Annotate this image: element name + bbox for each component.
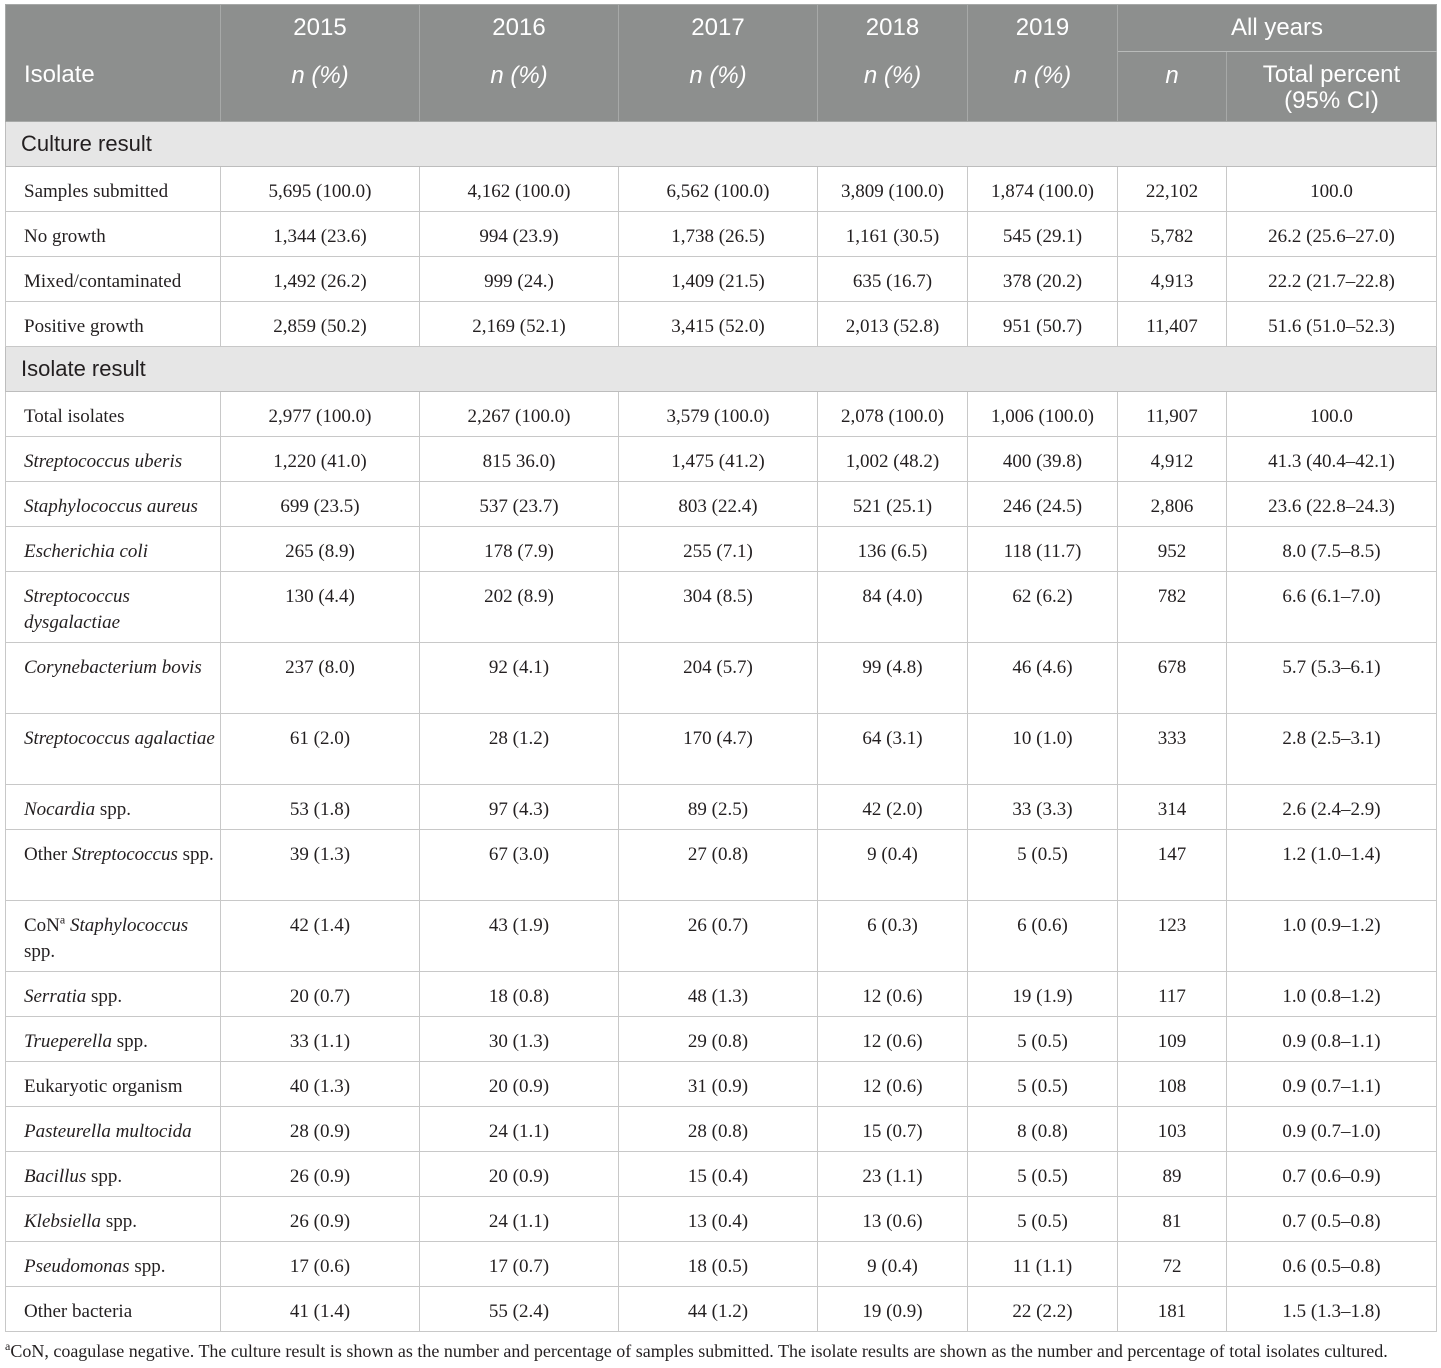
cell-total-percent: 100.0 bbox=[1227, 392, 1437, 437]
cell-2015: 61 (2.0) bbox=[221, 714, 420, 785]
table-row bbox=[6, 482, 1437, 527]
cell-2015: 53 (1.8) bbox=[221, 785, 420, 830]
row-label bbox=[6, 527, 221, 572]
cell-2019: 19 (1.9) bbox=[968, 972, 1118, 1017]
cell-2018: 12 (0.6) bbox=[818, 1017, 968, 1062]
cell-2016: 92 (4.1) bbox=[420, 643, 619, 714]
table-row bbox=[6, 257, 1437, 302]
header-year-2016: 2016 bbox=[420, 5, 619, 52]
header-total-percent-line1: Total percent bbox=[1262, 61, 1401, 88]
row-label-suffix: spp. bbox=[129, 1256, 166, 1277]
row-label-suffix: spp. bbox=[86, 986, 123, 1007]
cell-n: 11,407 bbox=[1118, 302, 1227, 347]
header-year-2017: 2017 bbox=[619, 5, 818, 52]
cell-total-percent: 26.2 (25.6–27.0) bbox=[1227, 212, 1437, 257]
cell-2015: 41 (1.4) bbox=[221, 1287, 420, 1332]
row-label-taxon: Trueperella bbox=[24, 1031, 112, 1052]
cell-2017: 26 (0.7) bbox=[619, 901, 818, 972]
cell-2017: 18 (0.5) bbox=[619, 1242, 818, 1287]
cell-total-percent: 0.6 (0.5–0.8) bbox=[1227, 1242, 1437, 1287]
cell-2019: 5 (0.5) bbox=[968, 1152, 1118, 1197]
cell-2018: 64 (3.1) bbox=[818, 714, 968, 785]
table-row bbox=[6, 1197, 1437, 1242]
cell-2017: 15 (0.4) bbox=[619, 1152, 818, 1197]
cell-2019: 5 (0.5) bbox=[968, 1017, 1118, 1062]
cell-2015: 1,220 (41.0) bbox=[221, 437, 420, 482]
cell-2019: 1,874 (100.0) bbox=[968, 167, 1118, 212]
row-label-taxon: Streptococcus uberis bbox=[24, 451, 183, 472]
cell-2017: 44 (1.2) bbox=[619, 1287, 818, 1332]
table-row bbox=[6, 572, 1437, 643]
table-row bbox=[6, 785, 1437, 830]
row-label bbox=[6, 714, 221, 785]
cell-2016: 43 (1.9) bbox=[420, 901, 619, 972]
cell-2019: 951 (50.7) bbox=[968, 302, 1118, 347]
cell-2015: 26 (0.9) bbox=[221, 1197, 420, 1242]
row-label bbox=[6, 972, 221, 1017]
row-label: No growth bbox=[6, 212, 221, 257]
header-n-pct-label: n (%) bbox=[863, 61, 922, 89]
cell-2017: 3,415 (52.0) bbox=[619, 302, 818, 347]
cell-2018: 2,078 (100.0) bbox=[818, 392, 968, 437]
table-header bbox=[6, 5, 1437, 122]
cell-n: 678 bbox=[1118, 643, 1227, 714]
table-row bbox=[6, 643, 1437, 714]
header-n-pct-label: n (%) bbox=[490, 61, 548, 89]
cell-2015: 17 (0.6) bbox=[221, 1242, 420, 1287]
cell-2018: 42 (2.0) bbox=[818, 785, 968, 830]
row-label-taxon: Staphylococcus aureus bbox=[24, 496, 198, 517]
table-body bbox=[6, 122, 1437, 1332]
table-row bbox=[6, 972, 1437, 1017]
row-label-taxon: Streptococcus dysgalactiae bbox=[24, 586, 130, 633]
row-label: Eukaryotic organism bbox=[6, 1062, 221, 1107]
cell-2015: 1,344 (23.6) bbox=[221, 212, 420, 257]
cell-2017: 3,579 (100.0) bbox=[619, 392, 818, 437]
table-row bbox=[6, 1062, 1437, 1107]
cell-n: 181 bbox=[1118, 1287, 1227, 1332]
cell-2015: 2,977 (100.0) bbox=[221, 392, 420, 437]
row-label-taxon: Nocardia bbox=[24, 799, 96, 820]
cell-2019: 378 (20.2) bbox=[968, 257, 1118, 302]
cell-n: 72 bbox=[1118, 1242, 1227, 1287]
cell-2016: 20 (0.9) bbox=[420, 1152, 619, 1197]
cell-n: 123 bbox=[1118, 901, 1227, 972]
table-row bbox=[6, 1017, 1437, 1062]
header-year-2019: 2019 bbox=[968, 5, 1118, 52]
cell-2015: 1,492 (26.2) bbox=[221, 257, 420, 302]
row-label-taxon: Streptococcus agalactiae bbox=[24, 728, 215, 749]
cell-2018: 6 (0.3) bbox=[818, 901, 968, 972]
row-label-taxon: Pasteurella multocida bbox=[24, 1121, 192, 1142]
row-label bbox=[6, 1242, 221, 1287]
header-n-pct-label: n (%) bbox=[291, 61, 349, 89]
header-n-pct-label: n (%) bbox=[1013, 61, 1072, 89]
table-row bbox=[6, 437, 1437, 482]
cell-total-percent: 5.7 (5.3–6.1) bbox=[1227, 643, 1437, 714]
cell-2017: 1,475 (41.2) bbox=[619, 437, 818, 482]
cell-2015: 39 (1.3) bbox=[221, 830, 420, 901]
cell-2015: 20 (0.7) bbox=[221, 972, 420, 1017]
cell-2017: 1,409 (21.5) bbox=[619, 257, 818, 302]
cell-total-percent: 100.0 bbox=[1227, 167, 1437, 212]
cell-2016: 537 (23.7) bbox=[420, 482, 619, 527]
header-n-label: n bbox=[1165, 62, 1179, 89]
header-total-percent-line2: (95% CI) bbox=[1284, 87, 1379, 114]
row-label-suffix: spp. bbox=[24, 941, 56, 962]
cell-n: 108 bbox=[1118, 1062, 1227, 1107]
cell-2015: 699 (23.5) bbox=[221, 482, 420, 527]
cell-2016: 2,267 (100.0) bbox=[420, 392, 619, 437]
table-row bbox=[6, 167, 1437, 212]
cell-total-percent: 0.7 (0.5–0.8) bbox=[1227, 1197, 1437, 1242]
cell-2015: 33 (1.1) bbox=[221, 1017, 420, 1062]
cell-2019: 545 (29.1) bbox=[968, 212, 1118, 257]
cell-n: 4,913 bbox=[1118, 257, 1227, 302]
cell-2015: 237 (8.0) bbox=[221, 643, 420, 714]
cell-total-percent: 0.9 (0.7–1.1) bbox=[1227, 1062, 1437, 1107]
cell-2018: 23 (1.1) bbox=[818, 1152, 968, 1197]
cell-n: 147 bbox=[1118, 830, 1227, 901]
table-row bbox=[6, 1242, 1437, 1287]
row-label bbox=[6, 901, 221, 972]
cell-n: 22,102 bbox=[1118, 167, 1227, 212]
cell-2017: 27 (0.8) bbox=[619, 830, 818, 901]
cell-2017: 13 (0.4) bbox=[619, 1197, 818, 1242]
cell-2016: 28 (1.2) bbox=[420, 714, 619, 785]
isolate-results-table bbox=[5, 4, 1437, 1332]
row-label-suffix: spp. bbox=[177, 844, 214, 865]
cell-2015: 130 (4.4) bbox=[221, 572, 420, 643]
table-row bbox=[6, 1287, 1437, 1332]
cell-2016: 24 (1.1) bbox=[420, 1197, 619, 1242]
cell-2016: 4,162 (100.0) bbox=[420, 167, 619, 212]
row-label bbox=[6, 1017, 221, 1062]
cell-total-percent: 23.6 (22.8–24.3) bbox=[1227, 482, 1437, 527]
cell-total-percent: 0.7 (0.6–0.9) bbox=[1227, 1152, 1437, 1197]
cell-2018: 521 (25.1) bbox=[818, 482, 968, 527]
row-label bbox=[6, 1197, 221, 1242]
cell-2018: 12 (0.6) bbox=[818, 972, 968, 1017]
cell-2015: 265 (8.9) bbox=[221, 527, 420, 572]
cell-2018: 9 (0.4) bbox=[818, 830, 968, 901]
row-label-taxon: Serratia bbox=[24, 986, 87, 1007]
cell-2019: 8 (0.8) bbox=[968, 1107, 1118, 1152]
row-label bbox=[6, 830, 221, 901]
row-label bbox=[6, 785, 221, 830]
cell-n: 81 bbox=[1118, 1197, 1227, 1242]
cell-2019: 400 (39.8) bbox=[968, 437, 1118, 482]
header-year-2015: 2015 bbox=[221, 5, 420, 52]
cell-2016: 17 (0.7) bbox=[420, 1242, 619, 1287]
cell-2017: 1,738 (26.5) bbox=[619, 212, 818, 257]
cell-n: 2,806 bbox=[1118, 482, 1227, 527]
cell-total-percent: 51.6 (51.0–52.3) bbox=[1227, 302, 1437, 347]
table-row bbox=[6, 212, 1437, 257]
cell-2019: 33 (3.3) bbox=[968, 785, 1118, 830]
cell-2015: 5,695 (100.0) bbox=[221, 167, 420, 212]
cell-2019: 5 (0.5) bbox=[968, 1062, 1118, 1107]
cell-2018: 1,002 (48.2) bbox=[818, 437, 968, 482]
cell-2017: 89 (2.5) bbox=[619, 785, 818, 830]
table-row bbox=[6, 901, 1437, 972]
row-label-taxon: Staphylococcus bbox=[69, 915, 189, 936]
cell-total-percent: 41.3 (40.4–42.1) bbox=[1227, 437, 1437, 482]
row-label: Mixed/contaminated bbox=[6, 257, 221, 302]
cell-total-percent: 0.9 (0.7–1.0) bbox=[1227, 1107, 1437, 1152]
row-label bbox=[6, 572, 221, 643]
cell-2016: 999 (24.) bbox=[420, 257, 619, 302]
cell-2017: 304 (8.5) bbox=[619, 572, 818, 643]
cell-2016: 24 (1.1) bbox=[420, 1107, 619, 1152]
table-row bbox=[6, 1152, 1437, 1197]
cell-2016: 178 (7.9) bbox=[420, 527, 619, 572]
footnote bbox=[5, 1341, 1436, 1362]
cell-2017: 31 (0.9) bbox=[619, 1062, 818, 1107]
cell-n: 11,907 bbox=[1118, 392, 1227, 437]
cell-total-percent: 6.6 (6.1–7.0) bbox=[1227, 572, 1437, 643]
footnote-marker: a bbox=[5, 1339, 11, 1353]
culture-result-row bbox=[6, 122, 1437, 167]
row-label-taxon: Streptococcus bbox=[72, 844, 178, 865]
row-label-suffix: spp. bbox=[86, 1166, 123, 1187]
row-label: Positive growth bbox=[6, 302, 221, 347]
cell-2017: 48 (1.3) bbox=[619, 972, 818, 1017]
row-label-taxon: Escherichia coli bbox=[24, 541, 148, 562]
cell-2019: 46 (4.6) bbox=[968, 643, 1118, 714]
cell-total-percent: 22.2 (21.7–22.8) bbox=[1227, 257, 1437, 302]
cell-total-percent: 8.0 (7.5–8.5) bbox=[1227, 527, 1437, 572]
cell-n: 103 bbox=[1118, 1107, 1227, 1152]
row-label bbox=[6, 1107, 221, 1152]
cell-2019: 6 (0.6) bbox=[968, 901, 1118, 972]
cell-2016: 55 (2.4) bbox=[420, 1287, 619, 1332]
cell-total-percent: 0.9 (0.8–1.1) bbox=[1227, 1017, 1437, 1062]
cell-n: 952 bbox=[1118, 527, 1227, 572]
cell-2018: 13 (0.6) bbox=[818, 1197, 968, 1242]
cell-2017: 803 (22.4) bbox=[619, 482, 818, 527]
header-n bbox=[1118, 52, 1227, 122]
cell-n: 782 bbox=[1118, 572, 1227, 643]
cell-2016: 18 (0.8) bbox=[420, 972, 619, 1017]
header-n-pct-label: n (%) bbox=[689, 61, 747, 89]
cell-total-percent: 1.5 (1.3–1.8) bbox=[1227, 1287, 1437, 1332]
cell-2019: 1,006 (100.0) bbox=[968, 392, 1118, 437]
cell-2018: 136 (6.5) bbox=[818, 527, 968, 572]
cell-2017: 28 (0.8) bbox=[619, 1107, 818, 1152]
cell-2019: 5 (0.5) bbox=[968, 830, 1118, 901]
header-all-years: All years bbox=[1118, 5, 1437, 52]
cell-2017: 255 (7.1) bbox=[619, 527, 818, 572]
header-isolate: Isolate bbox=[6, 5, 221, 122]
cell-2016: 2,169 (52.1) bbox=[420, 302, 619, 347]
header-year-2018: 2018 bbox=[818, 5, 968, 52]
cell-2019: 22 (2.2) bbox=[968, 1287, 1118, 1332]
row-label: Total isolates bbox=[6, 392, 221, 437]
isolate-result-heading: Isolate result bbox=[6, 347, 1437, 392]
row-label-taxon: Bacillus bbox=[24, 1166, 87, 1187]
cell-n: 333 bbox=[1118, 714, 1227, 785]
footnote-text: CoN, coagulase negative. The culture result is shown as the number and percentage of samples submitted. The isolate results are shown as the number and percentage of total isolates cultured. bbox=[10, 1341, 1388, 1361]
cell-2018: 635 (16.7) bbox=[818, 257, 968, 302]
cell-2017: 170 (4.7) bbox=[619, 714, 818, 785]
cell-2016: 994 (23.9) bbox=[420, 212, 619, 257]
cell-2018: 9 (0.4) bbox=[818, 1242, 968, 1287]
cell-2016: 97 (4.3) bbox=[420, 785, 619, 830]
cell-2018: 15 (0.7) bbox=[818, 1107, 968, 1152]
row-label-suffix: spp. bbox=[95, 799, 131, 820]
cell-n: 5,782 bbox=[1118, 212, 1227, 257]
row-label-taxon: Klebsiella bbox=[24, 1211, 102, 1232]
table-row bbox=[6, 1107, 1437, 1152]
cell-n: 117 bbox=[1118, 972, 1227, 1017]
row-label bbox=[6, 1152, 221, 1197]
row-label bbox=[6, 482, 221, 527]
header-total-percent bbox=[1227, 52, 1437, 122]
cell-2018: 1,161 (30.5) bbox=[818, 212, 968, 257]
row-label-prefix: CoN bbox=[24, 915, 60, 936]
cell-2018: 12 (0.6) bbox=[818, 1062, 968, 1107]
cell-2019: 11 (1.1) bbox=[968, 1242, 1118, 1287]
cell-2017: 204 (5.7) bbox=[619, 643, 818, 714]
cell-2016: 30 (1.3) bbox=[420, 1017, 619, 1062]
cell-total-percent: 1.0 (0.9–1.2) bbox=[1227, 901, 1437, 972]
row-label bbox=[6, 643, 221, 714]
cell-2017: 29 (0.8) bbox=[619, 1017, 818, 1062]
cell-2016: 67 (3.0) bbox=[420, 830, 619, 901]
cell-total-percent: 2.8 (2.5–3.1) bbox=[1227, 714, 1437, 785]
row-label: Samples submitted bbox=[6, 167, 221, 212]
isolate-result-row bbox=[6, 347, 1437, 392]
table-row bbox=[6, 527, 1437, 572]
cell-2019: 5 (0.5) bbox=[968, 1197, 1118, 1242]
cell-2015: 40 (1.3) bbox=[221, 1062, 420, 1107]
cell-2015: 28 (0.9) bbox=[221, 1107, 420, 1152]
cell-2015: 26 (0.9) bbox=[221, 1152, 420, 1197]
cell-2019: 118 (11.7) bbox=[968, 527, 1118, 572]
header-n-pct-2018 bbox=[818, 52, 968, 122]
header-n-pct-2017 bbox=[619, 52, 818, 122]
table-row bbox=[6, 302, 1437, 347]
footnote-ref: a bbox=[59, 912, 66, 927]
row-label-suffix: spp. bbox=[111, 1031, 148, 1052]
cell-2019: 10 (1.0) bbox=[968, 714, 1118, 785]
row-label bbox=[6, 437, 221, 482]
cell-2015: 2,859 (50.2) bbox=[221, 302, 420, 347]
table-row bbox=[6, 392, 1437, 437]
cell-2016: 202 (8.9) bbox=[420, 572, 619, 643]
cell-2019: 62 (6.2) bbox=[968, 572, 1118, 643]
table-row bbox=[6, 830, 1437, 901]
cell-total-percent: 1.2 (1.0–1.4) bbox=[1227, 830, 1437, 901]
header-n-pct-2019 bbox=[968, 52, 1118, 122]
cell-total-percent: 2.6 (2.4–2.9) bbox=[1227, 785, 1437, 830]
row-label-suffix: spp. bbox=[101, 1211, 137, 1232]
cell-2016: 20 (0.9) bbox=[420, 1062, 619, 1107]
header-n-pct-2015 bbox=[221, 52, 420, 122]
cell-2018: 2,013 (52.8) bbox=[818, 302, 968, 347]
cell-2018: 19 (0.9) bbox=[818, 1287, 968, 1332]
cell-n: 109 bbox=[1118, 1017, 1227, 1062]
cell-2018: 84 (4.0) bbox=[818, 572, 968, 643]
cell-2017: 6,562 (100.0) bbox=[619, 167, 818, 212]
culture-result-heading: Culture result bbox=[6, 122, 1437, 167]
row-label: Other bacteria bbox=[6, 1287, 221, 1332]
cell-n: 4,912 bbox=[1118, 437, 1227, 482]
cell-2015: 42 (1.4) bbox=[221, 901, 420, 972]
cell-2018: 3,809 (100.0) bbox=[818, 167, 968, 212]
cell-n: 314 bbox=[1118, 785, 1227, 830]
row-label-prefix: Other bbox=[24, 844, 73, 865]
cell-2019: 246 (24.5) bbox=[968, 482, 1118, 527]
header-n-pct-2016 bbox=[420, 52, 619, 122]
cell-total-percent: 1.0 (0.8–1.2) bbox=[1227, 972, 1437, 1017]
isolate-table-wrapper bbox=[5, 4, 1436, 1332]
cell-2018: 99 (4.8) bbox=[818, 643, 968, 714]
cell-2016: 815 36.0) bbox=[420, 437, 619, 482]
cell-n: 89 bbox=[1118, 1152, 1227, 1197]
row-label-taxon: Corynebacterium bovis bbox=[24, 657, 202, 678]
row-label-taxon: Pseudomonas bbox=[24, 1256, 130, 1277]
table-row bbox=[6, 714, 1437, 785]
